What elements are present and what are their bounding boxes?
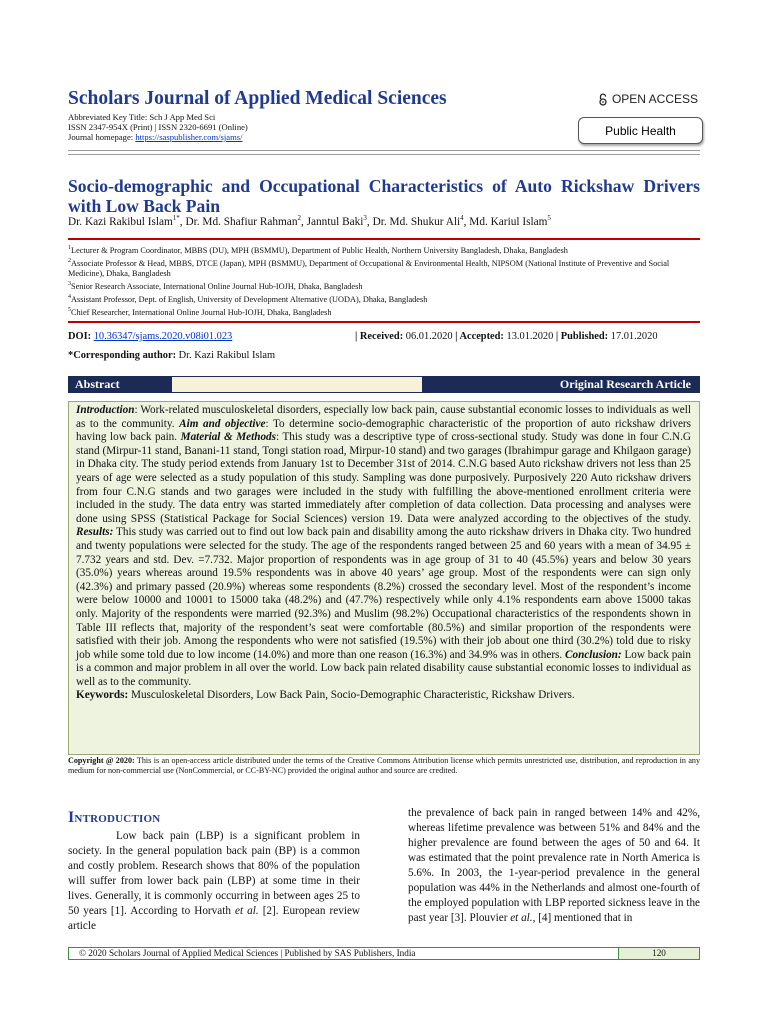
dates xyxy=(355,331,658,342)
affiliation-text: Lecturer & Program Coordinator, MBBS (DU), MPH (BSMMU), Department of Public Health, Northern University Bangladesh, Dhaka, Bangladesh xyxy=(71,245,568,255)
affiliation-text: Senior Research Associate, International Online Journal Hub-IOJH, Dhaka, Bangladesh xyxy=(71,281,363,291)
author-separator: , xyxy=(463,215,470,228)
affiliation-mark: 1 xyxy=(68,245,71,251)
abstract-box xyxy=(68,401,700,755)
introduction-heading: Introduction xyxy=(68,809,161,826)
corresponding-name: Dr. Kazi Rakibul Islam xyxy=(178,350,276,361)
author-separator: , xyxy=(179,215,186,228)
author-affiliation-mark: 2 xyxy=(297,214,301,222)
doi-link[interactable]: 10.36347/sjams.2020.v08i01.023 xyxy=(93,331,233,342)
author-name: Janntul Baki xyxy=(306,215,364,228)
affiliation-item xyxy=(68,243,700,256)
keywords-text: Musculoskeletal Disorders, Low Back Pain, Socio-Demographic Characteristic, Rickshaw Drivers. xyxy=(128,689,575,702)
conclusion-label: Conclusion: xyxy=(565,648,622,661)
right-text: the prevalence of back pain in ranged between 14% and 42%, whereas lifetime prevalence was between 51% and 84% and the higher prevalence are found between the ages of 50 and 64. It was estimated that the point prevalence rate in North America is 5.6%. In 2003, the 1-year-period prevalence in the general population was 44% in the Netherlands and almost one-fourth of the employed population with LBP reported sickness leave in the past year [3]. Plouvier xyxy=(408,807,700,924)
intro-paragraph-1 xyxy=(68,829,360,934)
copyright-label: Copyright @ 2020: xyxy=(68,756,135,765)
intro-label: Introduction xyxy=(76,404,135,416)
doi-row xyxy=(68,331,700,342)
received-label: | Received: xyxy=(355,331,404,342)
left-etal: et al. xyxy=(235,905,259,917)
open-access-badge xyxy=(598,92,698,106)
methods-text: : This study was a descriptive type of cross-sectional study. Study was done in four C.N.G stand (Mirpur-11 stand, Banani-11 stand, Tongi station road, Mirpur-10 stand) and two garages (Ibrahimpur garage and Khilgaon garage) in Dhaka city. The study period extends from January 1st to December 31st of 2014. C.N.G based Auto rickshaw drivers not less than 25 years of age were selected as a study population of this study. Sampling was done purposively. Purposively 220 Auto rickshaw drivers from four C.N.G stands and two garages were included in the study with fulfilling the above-mentioned enrollment criteria were included in the study. The data entry was started immediately after completion of data collection. Data processing and analyses were done using SPSS (Statistical Package for Social Sciences) version 19. Data were analyzed according to the objectives of the study. xyxy=(76,431,691,525)
article-title: Socio-demographic and Occupational Characteristics of Auto Rickshaw Drivers with Low Back Pain xyxy=(68,176,700,216)
keywords xyxy=(76,689,575,701)
journal-abbrev: Abbreviated Key Title: Sch J App Med Sci xyxy=(68,112,216,122)
affiliations-top-rule xyxy=(68,238,700,240)
affiliation-item xyxy=(68,305,700,318)
affiliation-item xyxy=(68,256,700,279)
abstract-heading: Abstract xyxy=(75,377,120,391)
author-list xyxy=(68,214,708,228)
accepted-label: | Accepted: xyxy=(455,331,504,342)
left-text: Low back pain (LBP) is a significant problem in society. In the general population back pain (BP) is a common and costly problem. Research shows that 80% of the population will suffer from lower back pain (LBP) at some time in their lives. Generally, it is commonly occurring in between ages 25 to 50 years [1]. According to Horvath xyxy=(68,830,360,917)
doi-label: DOI: xyxy=(68,331,94,342)
right-etal: et al. xyxy=(510,912,533,924)
published-date: 17.01.2020 xyxy=(610,331,658,342)
affiliation-item xyxy=(68,292,700,305)
article-type: Original Research Article xyxy=(559,377,691,391)
header-divider-2 xyxy=(68,154,700,155)
header-divider xyxy=(68,150,700,151)
affiliation-mark: 2 xyxy=(68,257,71,264)
intro-paragraph-2 xyxy=(408,806,700,926)
intro-text: : Work-related musculoskeletal disorders, especially low back pain, cause substantial economic losses to individuals as well as to the community. xyxy=(76,404,691,430)
open-access-label: OPEN ACCESS xyxy=(611,92,698,106)
author-name: Dr. Md. Shukur Ali xyxy=(372,215,461,228)
author-separator: , xyxy=(300,215,307,228)
author-affiliation-mark: 5 xyxy=(547,214,551,222)
right-column xyxy=(408,806,700,926)
public-health-button[interactable]: Public Health xyxy=(578,117,703,144)
received-date: 06.01.2020 xyxy=(405,331,453,342)
affiliation-text: Associate Professor & Head, MBBS, DTCE (Japan), MPH (BSMMU), Department of Occupational & Environmental Health, NIPSOM (National Institute of Preventive and Social Medicine), Dhaka, Bangladesh xyxy=(68,258,670,278)
methods-label: Material & Methods xyxy=(180,431,276,444)
affiliation-text: Chief Researcher, International Online Journal Hub-IOJH, Dhaka, Bangladesh xyxy=(71,307,332,317)
affiliation-item xyxy=(68,279,700,292)
conclusion-text: Low back pain is a common and major problem in all over the world. Low back pain related disability cause substantial economic losses to individual as well as to the community. xyxy=(76,648,691,688)
footer-text: © 2020 Scholars Journal of Applied Medical Sciences | Published by SAS Publishers, India xyxy=(79,948,416,958)
journal-homepage xyxy=(68,132,243,142)
author-name: Dr. Md. Shafiur Rahman xyxy=(185,215,298,228)
abstract-body xyxy=(76,404,691,688)
journal-title: Scholars Journal of Applied Medical Sciences xyxy=(68,88,447,109)
copyright-text: This is an open-access article distributed under the terms of the Creative Commons Attribution license which permits unrestricted use, distribution, and reproduction in any medium for non-commercial use (NonCommercial, or CC-BY-NC) provided the original author and source are credited. xyxy=(68,756,701,775)
page-number: 120 xyxy=(618,948,699,959)
author-name: Md. Kariul Islam xyxy=(469,215,548,228)
affiliation-mark: 4 xyxy=(68,294,71,301)
aim-label: Aim and objective xyxy=(179,417,266,430)
copyright-notice xyxy=(68,756,700,776)
author-affiliation-mark: 4 xyxy=(460,214,464,222)
results-label: Results: xyxy=(76,526,114,539)
homepage-label: Journal homepage: xyxy=(68,132,136,142)
author-name: Dr. Kazi Rakibul Islam xyxy=(68,215,173,228)
affiliation-mark: 3 xyxy=(68,281,71,288)
page-footer xyxy=(68,947,700,960)
right-text-end: , [4] mentioned that in xyxy=(532,912,633,924)
corresponding-label: *Corresponding author: xyxy=(68,350,177,361)
open-lock-icon xyxy=(598,93,608,106)
left-text-end: [2]. European review article xyxy=(68,905,360,932)
affiliations xyxy=(68,243,700,318)
accepted-date: 13.01.2020 xyxy=(506,331,554,342)
author-separator: , xyxy=(366,215,373,228)
results-text: This study was carried out to find out low back pain and disability among the auto rickshaw drivers in Dhaka city. Two hundred and twenty populations were selected for the study. The age of the respondents ranged between 25 and 60 years with a mean of 34.95 ± 7.732 years and std. Dev. =7.732. Major proportion of respondents was in age group of 31 to 40 (45.5%) years and below 30 years (35.0%) years whereas around 19.5% respondents was in above 40 years’ age group. Most of the respondents were can sign only (42.3%) and primary passed (20.9%) whereas some respondents (8.2%) crossed the secondary level. Most of the respondent’s income were below 10000 and 10001 to 15000 taka (48.2%) and (47.7%) respectively while only 4.1% respondents earn above 15000 takas only. Majority of the respondents were married (92.3%) and Muslim (98.2%) Occupational characteristics of the respondents shown in Table III reflects that, majority of the respondent’s seat were comfortable (80.5%) and similar proportion of the respondents were satisfied with their job. Among the respondents who were not satisfied (19.5%) with their job about one third (30.2%) told due to risky job while some told due to low income (14.0%) and more than one reason (16.3%) and 34.9% was in others. xyxy=(76,526,691,661)
keywords-label: Keywords: xyxy=(76,689,129,702)
aim-text: : To determine socio-demographic characteristic of the proportion of auto rickshaw drivers having low back pain. xyxy=(76,417,691,444)
journal-issn: ISSN 2347-954X (Print) | ISSN 2320-6691 (Online) xyxy=(68,122,248,132)
homepage-link[interactable]: https://saspublisher.com/sjams/ xyxy=(135,132,243,142)
author-affiliation-mark: 3 xyxy=(363,214,367,222)
published-label: | Published: xyxy=(555,331,609,342)
abstract-bar-panel xyxy=(172,377,422,392)
abstract-bar xyxy=(68,376,700,393)
corresponding-author xyxy=(68,350,275,361)
affiliation-mark: 5 xyxy=(68,307,71,314)
affiliation-text: Assistant Professor, Dept. of English, University of Development Alternative (UODA), Dhaka, Bangladesh xyxy=(71,294,428,304)
affiliations-bottom-rule xyxy=(68,321,700,323)
author-affiliation-mark: 1* xyxy=(172,214,180,222)
left-column xyxy=(68,829,360,934)
